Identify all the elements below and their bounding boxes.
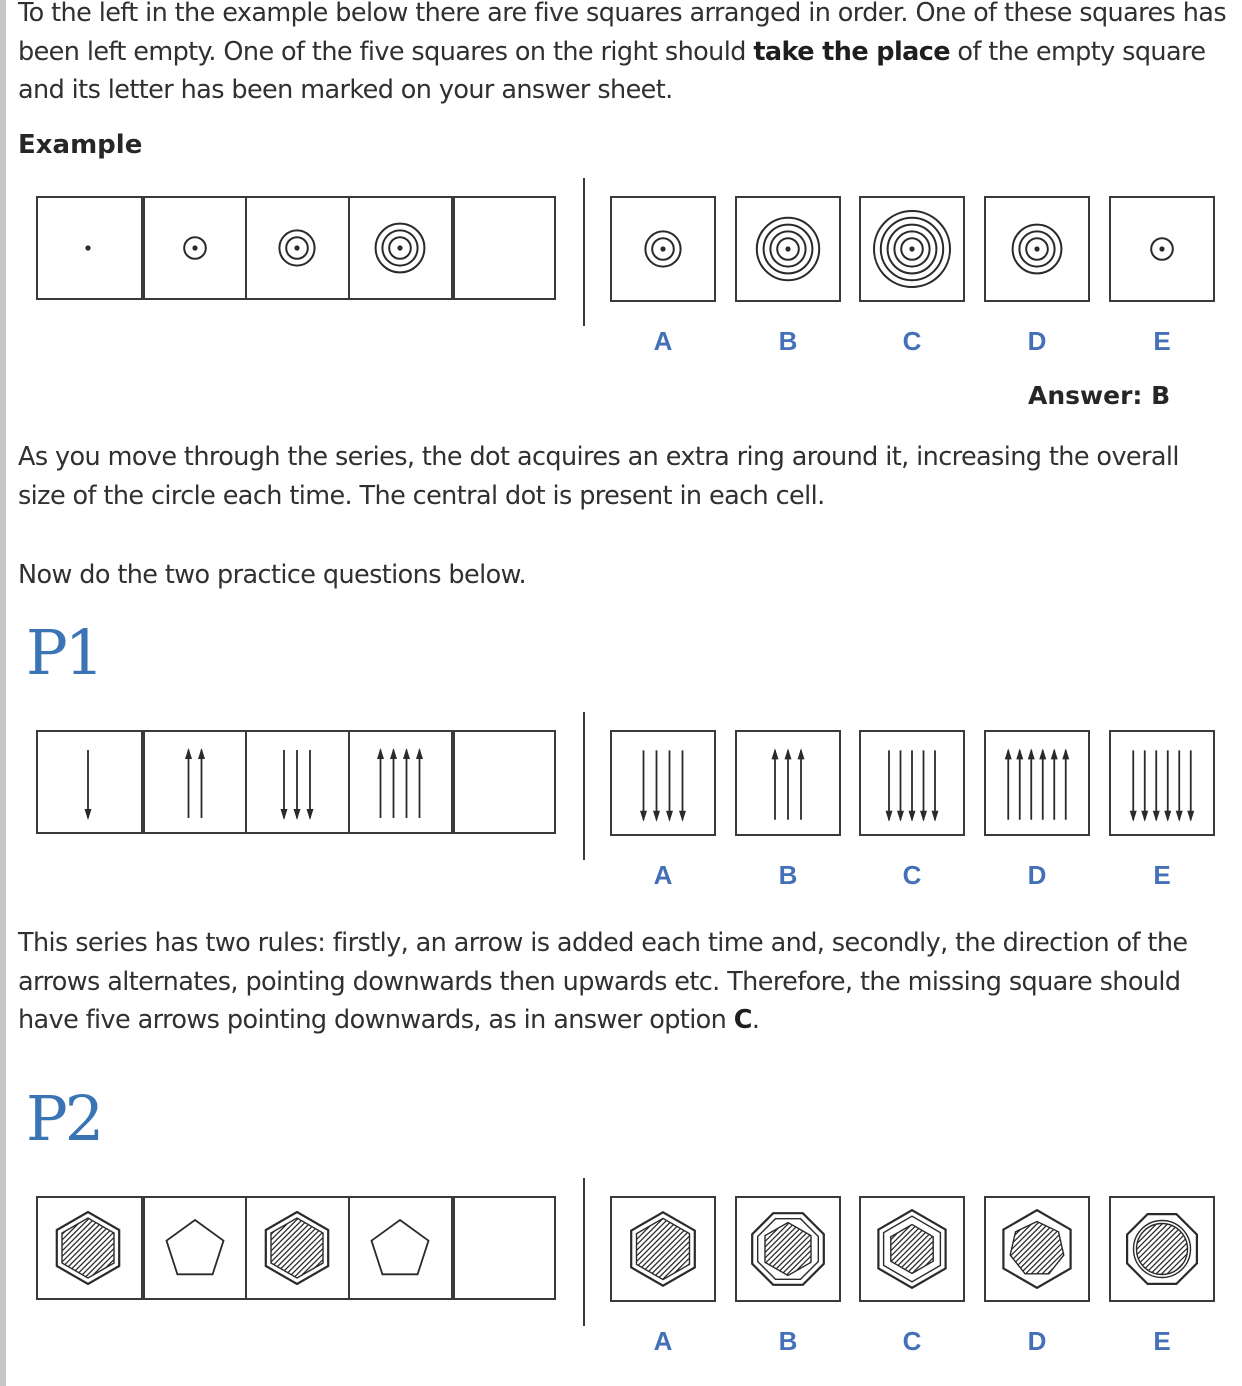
- example-answer: Answer: B: [1028, 381, 1171, 410]
- arrow-down-icon: [1164, 750, 1171, 821]
- arrow-up-icon: [403, 748, 410, 818]
- example-option-letter: E: [1153, 326, 1171, 356]
- p2-option-a[interactable]: [610, 1196, 716, 1302]
- arrow-down-icon: [306, 750, 313, 820]
- arrow-up-icon: [1051, 748, 1058, 819]
- p2-option-letter: D: [1027, 1326, 1047, 1356]
- p2-heading: P2: [26, 1082, 102, 1155]
- arrow-down-icon: [1176, 750, 1183, 821]
- p1-sequence: [36, 730, 556, 834]
- arrow-up-icon: [416, 748, 423, 818]
- pentagon-outline: [166, 1220, 223, 1274]
- p2-sequence-empty-cell: [451, 1198, 554, 1298]
- example-option-e[interactable]: [1109, 196, 1215, 302]
- p2-option-letter: A: [653, 1326, 673, 1356]
- arrow-down-icon: [666, 750, 673, 821]
- hatched-shape: [38, 1198, 138, 1298]
- p1-sequence-cell-3: [245, 732, 348, 832]
- hatched-shape: [247, 1198, 347, 1298]
- pentagon-outline: [371, 1220, 428, 1274]
- ring-figure: [350, 198, 450, 298]
- p1-option-letter: A: [653, 860, 673, 890]
- arrow-up-icon: [198, 748, 205, 818]
- arrow-down-icon: [85, 750, 92, 820]
- example-sequence-cell-3: [245, 198, 348, 298]
- p1-option-e[interactable]: [1109, 730, 1215, 836]
- example-sequence-cell-4: [348, 198, 451, 298]
- p1-option-letter: B: [778, 860, 798, 890]
- arrow-group-figure: [986, 732, 1088, 834]
- hexagon-figure: [247, 1198, 347, 1298]
- hexagon-figure: [38, 1198, 138, 1298]
- arrow-down-icon: [932, 750, 939, 821]
- arrow-up-icon: [1028, 748, 1035, 819]
- p2-option-d[interactable]: [984, 1196, 1090, 1302]
- practice-instruction: Now do the two practice questions below.: [18, 560, 527, 590]
- hatched-shape: [1111, 1198, 1213, 1300]
- arrow-group-figure: [145, 732, 245, 832]
- arrow-down-icon: [679, 750, 686, 821]
- pentagon-figure: [145, 1198, 245, 1298]
- p1-sequence-cell-4: [348, 732, 451, 832]
- example-sequence: [36, 196, 556, 300]
- center-dot: [909, 246, 914, 251]
- arrow-down-icon: [909, 750, 916, 821]
- p1-option-b[interactable]: [735, 730, 841, 836]
- example-option-a[interactable]: [610, 196, 716, 302]
- p2-puzzle: [0, 1196, 1242, 1376]
- arrow-down-icon: [886, 750, 893, 821]
- heptagon-figure: [986, 1198, 1088, 1300]
- arrow-group-figure: [612, 732, 714, 834]
- arrow-down-icon: [897, 750, 904, 821]
- p2-option-letter: C: [902, 1326, 922, 1356]
- example-sequence-cell-1: [38, 198, 141, 298]
- center-dot: [192, 245, 197, 250]
- p2-option-b[interactable]: [735, 1196, 841, 1302]
- example-divider: [583, 178, 585, 326]
- p1-divider: [583, 712, 585, 860]
- arrow-up-icon: [377, 748, 384, 818]
- arrow-up-icon: [772, 748, 779, 819]
- arrow-up-icon: [785, 748, 792, 819]
- arrow-group-figure: [38, 732, 138, 832]
- ring-figure: [737, 198, 839, 300]
- p1-option-letter: D: [1027, 860, 1047, 890]
- hatched-shape: [861, 1198, 963, 1300]
- example-sequence-empty-cell: [451, 198, 554, 298]
- center-dot: [294, 245, 299, 250]
- hexagon-figure: [861, 1198, 963, 1300]
- p2-option-c[interactable]: [859, 1196, 965, 1302]
- arrow-down-icon: [653, 750, 660, 821]
- arrow-group-figure: [737, 732, 839, 834]
- arrow-down-icon: [640, 750, 647, 821]
- ring-figure: [861, 198, 963, 300]
- center-dot: [1034, 246, 1039, 251]
- intro-paragraph: To the left in the example below there are five squares arranged in order. One of these squares has been left empty. One of the five squares on the right should take the place of the empty square and its letter has been marked on your answer sheet.: [18, 0, 1227, 105]
- arrow-up-icon: [1016, 748, 1023, 819]
- example-option-letter: C: [902, 326, 922, 356]
- arrow-up-icon: [1062, 748, 1069, 819]
- p1-explanation: This series has two rules: firstly, an arrow is added each time and, secondly, the direction of the arrows alternates, pointing downwards then upwards etc. Therefore, the missing square should have five arrows pointing downwards, as in answer option C.: [18, 928, 1188, 1035]
- example-option-d[interactable]: [984, 196, 1090, 302]
- p1-puzzle: [0, 730, 1242, 910]
- p1-option-d[interactable]: [984, 730, 1090, 836]
- ring-figure: [1111, 198, 1213, 300]
- p2-option-e[interactable]: [1109, 1196, 1215, 1302]
- center-dot: [660, 246, 665, 251]
- example-option-letter: B: [778, 326, 798, 356]
- p2-divider: [583, 1178, 585, 1326]
- example-option-letter: A: [653, 326, 673, 356]
- p1-sequence-empty-cell: [451, 732, 554, 832]
- arrow-group-figure: [861, 732, 963, 834]
- arrow-up-icon: [185, 748, 192, 818]
- p1-option-a[interactable]: [610, 730, 716, 836]
- ring-figure: [612, 198, 714, 300]
- center-dot: [1159, 246, 1164, 251]
- arrow-down-icon: [920, 750, 927, 821]
- p2-sequence-cell-4: [348, 1198, 451, 1298]
- dot-figure: [38, 198, 138, 298]
- p1-option-c[interactable]: [859, 730, 965, 836]
- example-option-letter: D: [1027, 326, 1047, 356]
- example-option-b[interactable]: [735, 196, 841, 302]
- pentagon-figure: [350, 1198, 450, 1298]
- ring-figure: [247, 198, 347, 298]
- p2-sequence-cell-2: [141, 1198, 245, 1298]
- arrow-down-icon: [1153, 750, 1160, 821]
- ring-figure: [145, 198, 245, 298]
- p1-sequence-cell-1: [38, 732, 141, 832]
- p2-sequence-cell-3: [245, 1198, 348, 1298]
- arrow-up-icon: [798, 748, 805, 819]
- center-dot: [85, 245, 90, 250]
- arrow-up-icon: [1039, 748, 1046, 819]
- arrow-down-icon: [1141, 750, 1148, 821]
- p1-option-letter: C: [902, 860, 922, 890]
- octagon-figure: [737, 1198, 839, 1300]
- example-option-c[interactable]: [859, 196, 965, 302]
- p1-option-letter: E: [1153, 860, 1171, 890]
- arrow-down-icon: [1130, 750, 1137, 821]
- arrow-group-figure: [247, 732, 347, 832]
- hatched-shape: [986, 1198, 1088, 1300]
- arrow-group-figure: [1111, 732, 1213, 834]
- hatched-shape: [737, 1198, 839, 1300]
- arrow-down-icon: [293, 750, 300, 820]
- p2-option-letter: B: [778, 1326, 798, 1356]
- arrow-down-icon: [280, 750, 287, 820]
- hexagon-figure: [612, 1198, 714, 1300]
- example-sequence-cell-2: [141, 198, 245, 298]
- example-label: Example: [18, 130, 143, 160]
- p1-heading: P1: [26, 616, 102, 689]
- p1-sequence-cell-2: [141, 732, 245, 832]
- arrow-up-icon: [1005, 748, 1012, 819]
- p2-sequence-cell-1: [38, 1198, 141, 1298]
- arrow-up-icon: [390, 748, 397, 818]
- arrow-group-figure: [350, 732, 450, 832]
- center-dot: [397, 245, 402, 250]
- example-explanation: As you move through the series, the dot acquires an extra ring around it, increasing the overall size of the circle each time. The central dot is present in each cell.: [18, 442, 1179, 511]
- example-puzzle: [0, 196, 1242, 376]
- p2-option-letter: E: [1153, 1326, 1171, 1356]
- hatched-shape: [612, 1198, 714, 1300]
- ring-figure: [986, 198, 1088, 300]
- center-dot: [785, 246, 790, 251]
- p2-sequence: [36, 1196, 556, 1300]
- arrow-down-icon: [1187, 750, 1194, 821]
- octagon-figure: [1111, 1198, 1213, 1300]
